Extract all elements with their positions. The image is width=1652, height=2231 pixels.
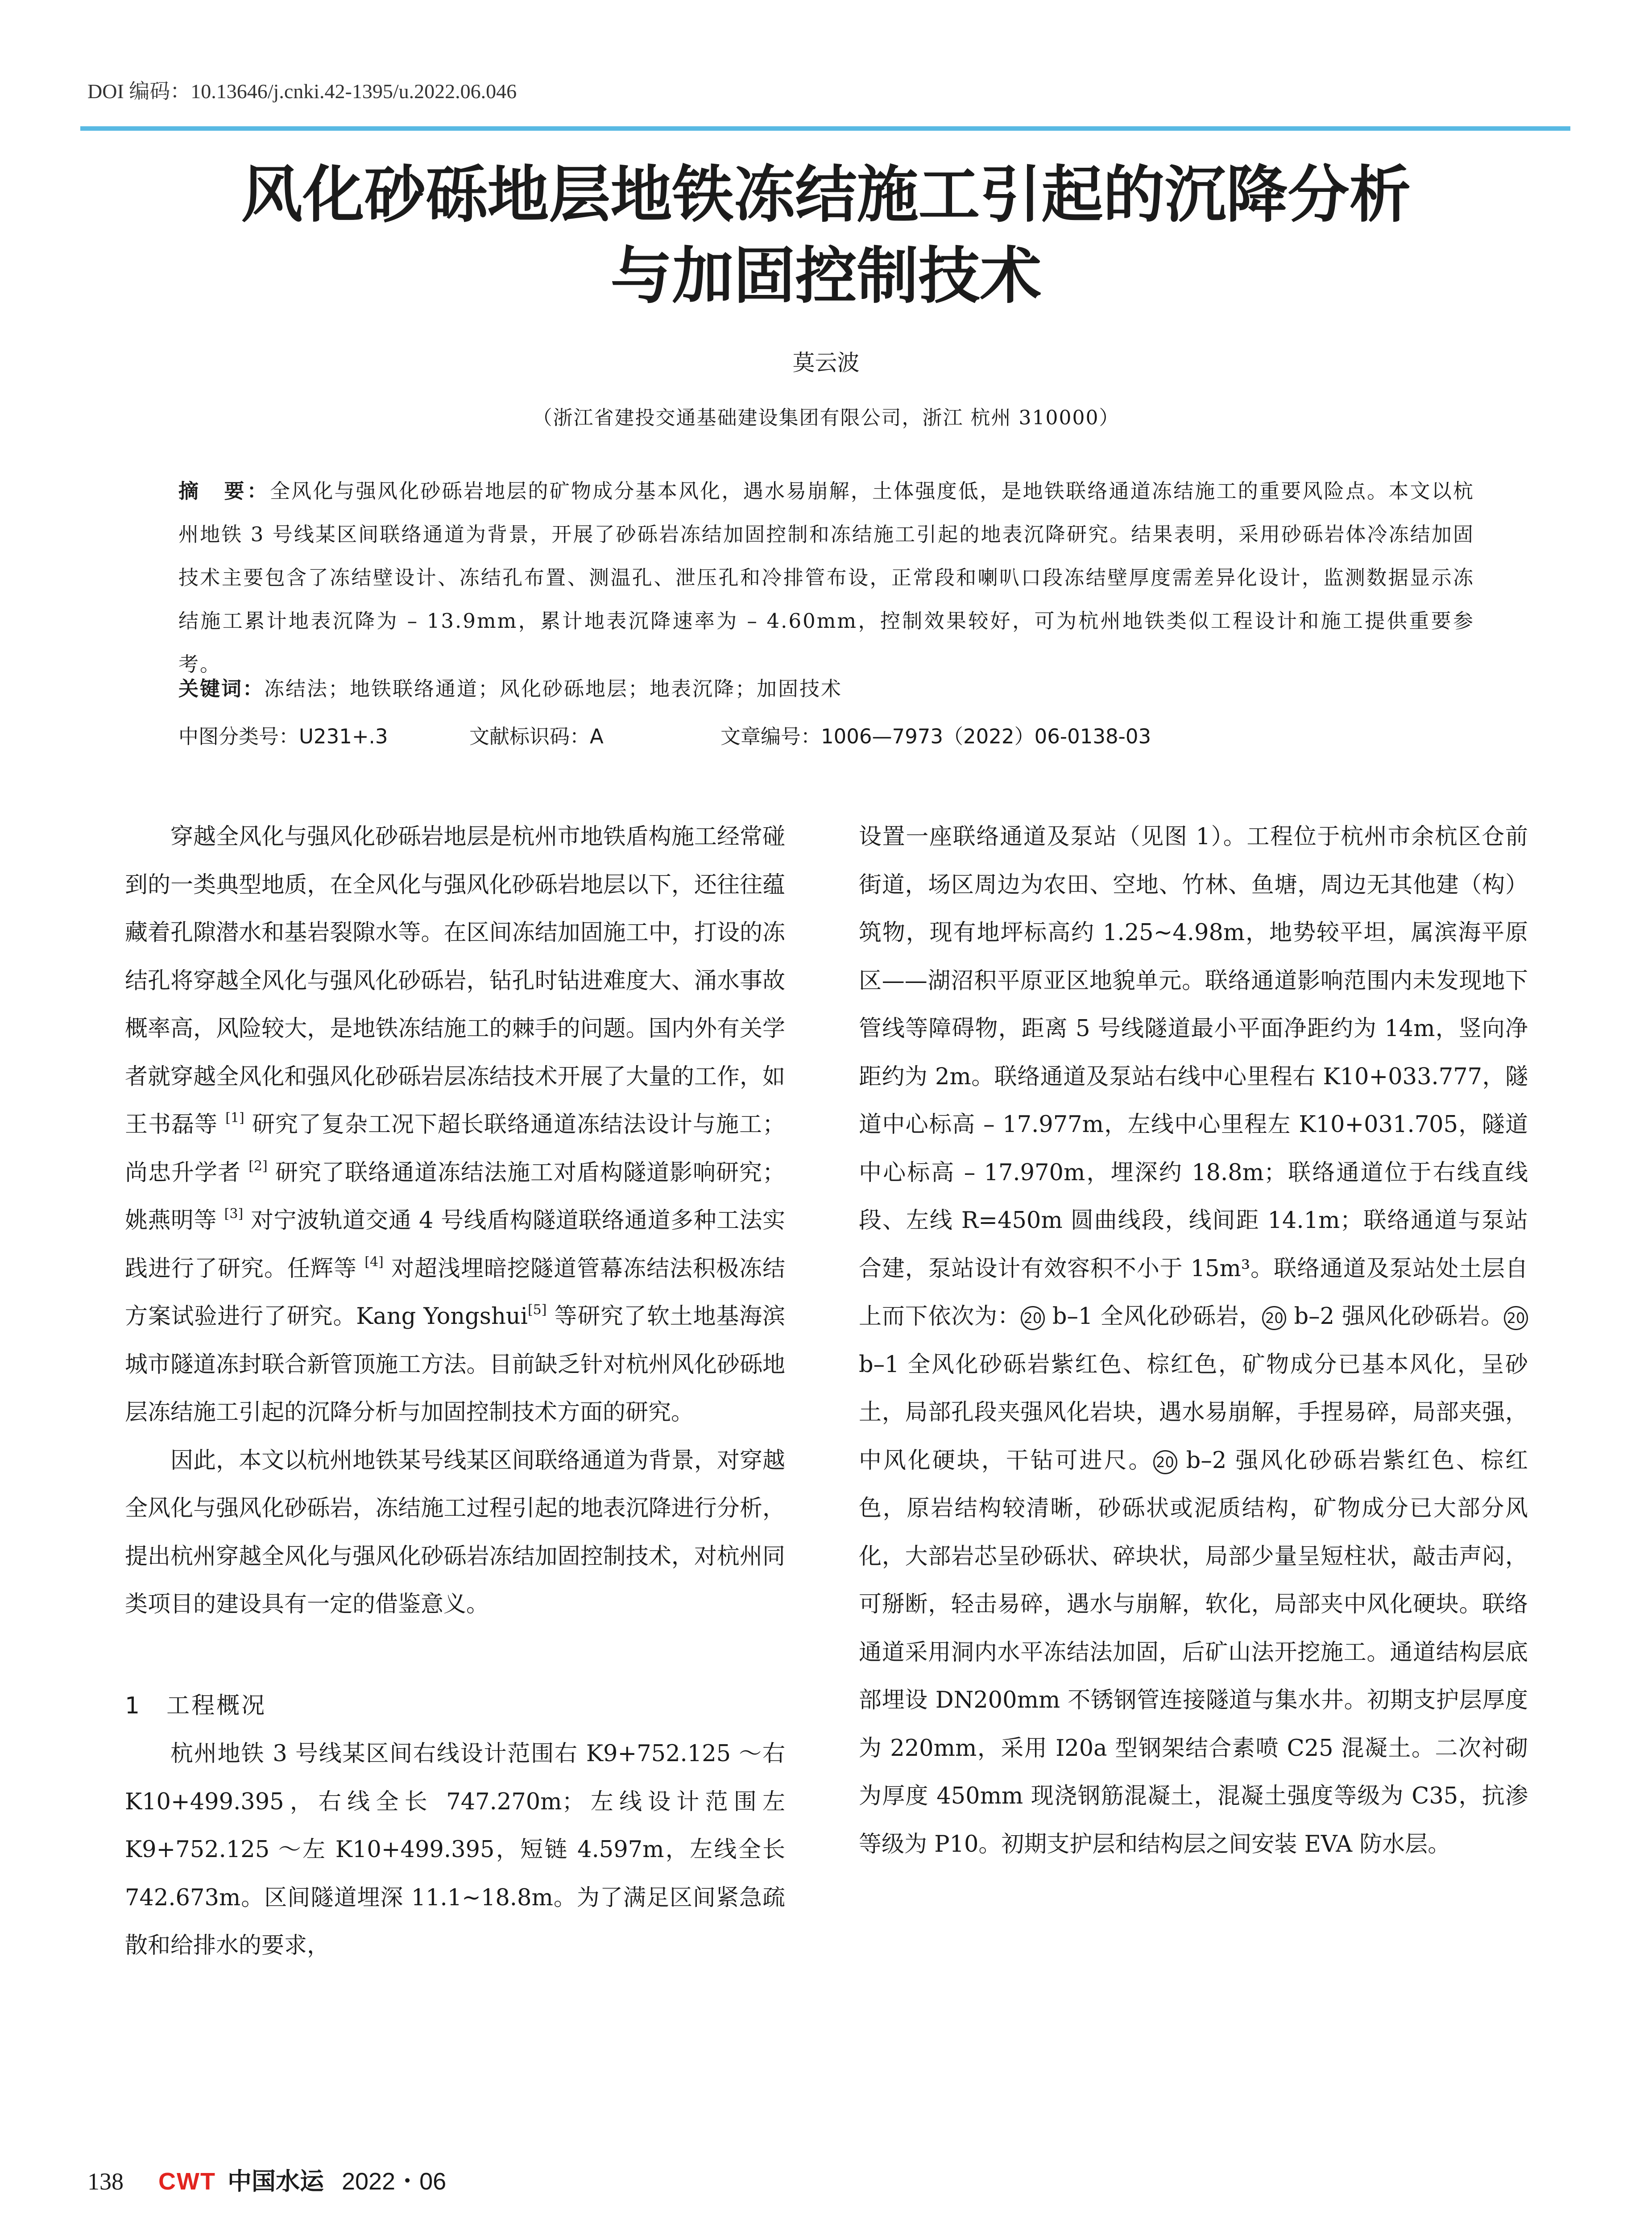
document-code: 文献标识码：A xyxy=(469,725,604,748)
intro-text-6: 等研究了软土地基海滨城市隧道冻封联合新管顶施工方法。目前缺乏针对杭州风化砂砾地层冻结施工引起的沉降分析与加固控制技术方面的研究。 xyxy=(125,1303,785,1426)
project-paragraph: 杭州地铁 3 号线某区间右线设计范围右 K9+752.125 ～右 K10+499.395，右线全长 747.270m；左线设计范围左 K9+752.125 ～左 K10+499.395，短链 4.597m，左线全长 742.673m。区间隧道埋深 11.1~18.8m。为了满足区间紧急疏散和给排水的要求， xyxy=(125,1741,785,1959)
project-text-5: b–2 强风化砂砾岩紫红色、棕红色，原岩结构较清晰，砂砾状或泥质结构，矿物成分已大部分风化，大部岩芯呈砂砾状、碎块状，局部少量呈短柱状，敲击声闷，可掰断，轻击易碎，遇水与崩解，软化，局部夹中风化硬块。联络通道采用洞内水平冻结法加固，后矿山法开挖施工。通道结构层底部埋设 DN200mm 不锈钢管连接隧道与集水井。初期支护层厚度为 220mm，采用 I20a 型钢架结合素喷 C25 混凝土。二次衬砌为厚度 450mm 现浇钢筋混凝土，混凝土强度等级为 C35，抗渗等级为 P10。初期支护层和结构层之间安装 EVA 防水层。 xyxy=(859,1447,1528,1858)
right-column xyxy=(859,813,1528,1868)
intro-paragraph xyxy=(125,813,785,1437)
ref-1: [1] xyxy=(225,1110,244,1126)
abstract-label: 摘 要： xyxy=(178,479,270,503)
project-text-2: b–1 全风化砂砾岩， xyxy=(1044,1303,1263,1330)
journal-issue: 2022・06 xyxy=(341,2168,447,2195)
intro-text-3: 研究了联络通道冻结法施工对盾构隧道影响研究；姚燕明等 xyxy=(125,1159,785,1234)
intro-text-1: 穿越全风化与强风化砂砾岩地层是杭州市地铁盾构施工经常碰到的一类典型地质，在全风化与强风化砂砾岩地层以下，还往往蕴藏着孔隙潜水和基岩裂隙水等。在区间冻结加固施工中，打设的冻结孔将穿越全风化与强风化砂砾岩，钻孔时钻进难度大、涌水事故概率高，风险较大，是地铁冻结施工的棘手的问题。国内外有关学者就穿越全风化和强风化砂砾岩层冻结技术开展了大量的工作，如王书磊等 xyxy=(125,824,785,1138)
project-text-1: 设置一座联络通道及泵站（见图 1）。工程位于杭州市余杭区仓前街道，场区周边为农田、空地、竹林、鱼塘，周边无其他建（构）筑物，现有地坪标高约 1.25~4.98m，地势较平坦，属滨海平原区——湖沼积平原亚区地貌单元。联络通道影响范围内未发现地下管线等障碍物，距离 5 号线隧道最小平面净距约为 14m，竖向净距约为 2m。联络通道及泵站右线中心里程右 K10+033.777，隧道中心标高 – 17.977m，左线中心里程左 K10+031.705，隧道中心标高 – 17.970m，埋深约 18.8m；联络通道位于右线直线段、左线 R=450m 圆曲线段，线间距 14.1m；联络通道与泵站合建，泵站设计有效容积不小于 15m³。联络通道及泵站处土层自上而下依次为： xyxy=(859,824,1528,1330)
stratum-20-marker: 20 xyxy=(1262,1306,1286,1330)
author-name: 莫云波 xyxy=(792,350,860,376)
author-affiliation: （浙江省建投交通基础建设集团有限公司，浙江 杭州 310000） xyxy=(532,406,1120,429)
project-text-3: b–2 强风化砂砾岩。 xyxy=(1286,1303,1504,1330)
page-number: 138 xyxy=(87,2168,124,2195)
project-text-4: b–1 全风化砂砾岩紫红色、棕红色，矿物成分已基本风化，呈砂土，局部孔段夹强风化岩块，遇水易崩解，手捏易碎，局部夹强，中风化硬块，干钻可进尺。 xyxy=(859,1351,1528,1474)
header-rule xyxy=(80,126,1570,131)
section-heading-1: 1 工程概况 xyxy=(125,1692,267,1719)
stratum-20-marker: 20 xyxy=(1504,1306,1528,1330)
purpose-paragraph: 因此，本文以杭州地铁某号线某区间联络通道为背景，对穿越全风化与强风化砂砾岩，冻结施工过程引起的地表沉降进行分析，提出杭州穿越全风化与强风化砂砾岩冻结加固控制技术，对杭州同类项目的建设具有一定的借鉴意义。 xyxy=(125,1447,785,1617)
abstract-text: 全风化与强风化砂砾岩地层的矿物成分基本风化，遇水易崩解，土体强度低，是地铁联络通道冻结施工的重要风险点。本文以杭州地铁 3 号线某区间联络通道为背景，开展了砂砾岩冻结加固控制和冻结施工引起的地表沉降研究。结果表明，采用砂砾岩体冷冻结加固技术主要包含了冻结壁设计、冻结孔布置、测温孔、泄压孔和冷排管布设，正常段和喇叭口段冻结壁厚度需差异化设计，监测数据显示冻结施工累计地表沉降为 – 13.9mm，累计地表沉降速率为 – 4.60mm，控制效果较好，可为杭州地铁类似工程设计和施工提供重要参考。 xyxy=(178,479,1474,676)
ref-2: [2] xyxy=(248,1158,268,1174)
title-line-2: 与加固控制技术 xyxy=(610,239,1042,312)
abstract xyxy=(178,469,1474,686)
clc-number: 中图分类号：U231+.3 xyxy=(178,725,388,748)
intro-text-5: 对超浅埋暗挖隧道管幕冻结法积极冻结方案试验进行了研究。Kang Yongshui xyxy=(125,1255,785,1330)
left-column xyxy=(125,813,785,1970)
intro-text-4: 对宁波轨道交通 4 号线盾构隧道联络通道多种工法实践进行了研究。任辉等 xyxy=(125,1207,785,1282)
stratum-20-marker: 20 xyxy=(1021,1306,1045,1330)
keywords-text: 冻结法；地铁联络通道；风化砂砾地层；地表沉降；加固技术 xyxy=(264,677,843,701)
project-paragraph-continued xyxy=(859,813,1528,1868)
ref-4: [4] xyxy=(364,1254,384,1270)
doi-code: DOI 编码：10.13646/j.cnki.42-1395/u.2022.06.046 xyxy=(87,80,517,103)
page-footer xyxy=(87,2162,446,2198)
ref-3: [3] xyxy=(224,1206,244,1222)
intro-text-2: 研究了复杂工况下超长联络通道冻结法设计与施工；尚忠升学者 xyxy=(125,1111,785,1186)
stratum-20-marker: 20 xyxy=(1153,1450,1177,1474)
keywords-label: 关键词： xyxy=(178,677,265,701)
title-line-1: 风化砂砾地层地铁冻结施工引起的沉降分析 xyxy=(241,158,1411,231)
ref-5: [5] xyxy=(527,1302,547,1318)
article-number: 文章编号：1006—7973（2022）06-0138-03 xyxy=(720,725,1151,748)
keywords xyxy=(178,671,1474,707)
article-title xyxy=(89,154,1563,316)
journal-name: 中国水运 xyxy=(227,2167,324,2195)
journal-logo: CWT xyxy=(158,2168,216,2195)
